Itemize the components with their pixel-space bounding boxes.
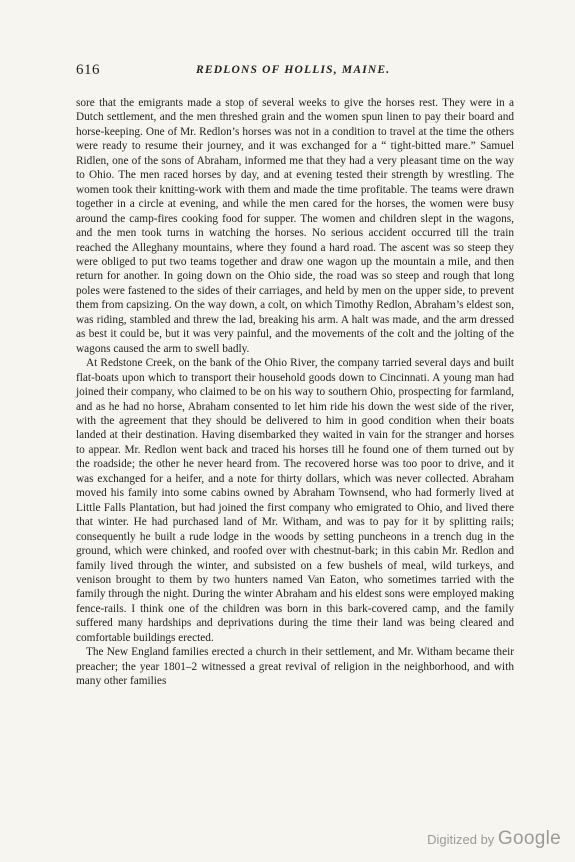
page-number: 616 — [76, 62, 100, 78]
watermark-prefix: Digitized by — [427, 832, 498, 847]
running-head: REDLONS OF HOLLIS, MAINE. — [196, 64, 391, 76]
paragraph-2: At Redstone Creek, on the bank of the Ohio River, the company tarried several days and built flat-boats upon which to transport their household goods down to Cincinnati. A young man had joined their company, who claimed to be on his way to southern Ohio, prospecting for farmland, and as he had no horse, Abraham consented to let him ride his down the west side of the river, with the agreement that they should be delivered to him in good condition when their boats landed at their destination. Having disembarked they waited in vain for the stranger and horses to appear. Mr. Redlon went back and traced his horses till he found one of them turned out by the roadside; the other he never heard from. The recovered horse was too poor to drive, and it was exchanged for a heifer, and a note for thirty dollars, which was never collected. Abraham moved his family into some cabins owned by Abraham Townsend, who had formerly lived at Little Falls Plantation, but had joined the first company who emigrated to Ohio, and lived there that winter. He had purchased land of Mr. Witham, and was to pay for it by splitting rails; consequently he built a rude lodge in the woods by setting puncheons in a trench dug in the ground, which were chinked, and roofed over with chestnut-bark; in this cabin Mr. Redlon and family lived through the winter, and subsisted on a few bushels of meal, wild turkeys, and venison brought to them by two hunters named Van Eaton, who sometimes tarried with the family through the night. During the winter Abraham and his eldest sons were employed making fence-rails. I think one of the children was born in this bark-covered camp, and the family suffered many hardships and deprivations during the time their land was being cleared and comfortable buildings erected. — [76, 357, 514, 644]
google-logo: Google — [497, 828, 561, 849]
body-text — [76, 96, 514, 689]
paragraph-1: sore that the emigrants made a stop of several weeks to give the horses rest. They were in a Dutch settlement, and the men threshed grain and the women spun linen to pay their board and horse-keeping. One of Mr. Redlon’s horses was not in a condition to travel at the time the others were ready to resume their journey, and it was exchanged for a “ tight-bitted mare.” Samuel Ridlen, one of the sons of Abraham, informed me that they had a very pleasant time on the way to Ohio. The men raced horses by day, and at evening tested their strength by wrestling. The women took their knitting-work with them and made the time profitable. The teams were drawn together in a circle at evening, and while the men cared for the horses, the women were busy around the camp-fires cooking food for supper. The women and children slept in the wagons, and the men took turns in watching the horses. No serious accident occurred till the train reached the Alleghany mountains, where they found a hard road. The ascent was so steep they were obliged to put two teams together and draw one wagon up the mountain a mile, and then return for another. In going down on the Ohio side, the road was so steep and rough that long poles were fastened to the sides of their carriages, and held by men on the upper side, to prevent them from capsizing. On the way down, a colt, on which Timothy Redlon, Abraham’s eldest son, was riding, stambled and threw the lad, breaking his arm. A halt was made, and the arm dressed as best it could be, but it was very painful, and the movements of the colt and the jolting of the wagons caused the arm to swell badly. — [76, 97, 515, 355]
paragraph-3: The New England families erected a church in their settlement, and Mr. Witham became their preacher; the year 1801–2 witnessed a great revival of religion in the neighborhood, and with many other families — [76, 646, 514, 688]
page-header — [76, 62, 514, 82]
digitized-watermark — [427, 828, 561, 850]
